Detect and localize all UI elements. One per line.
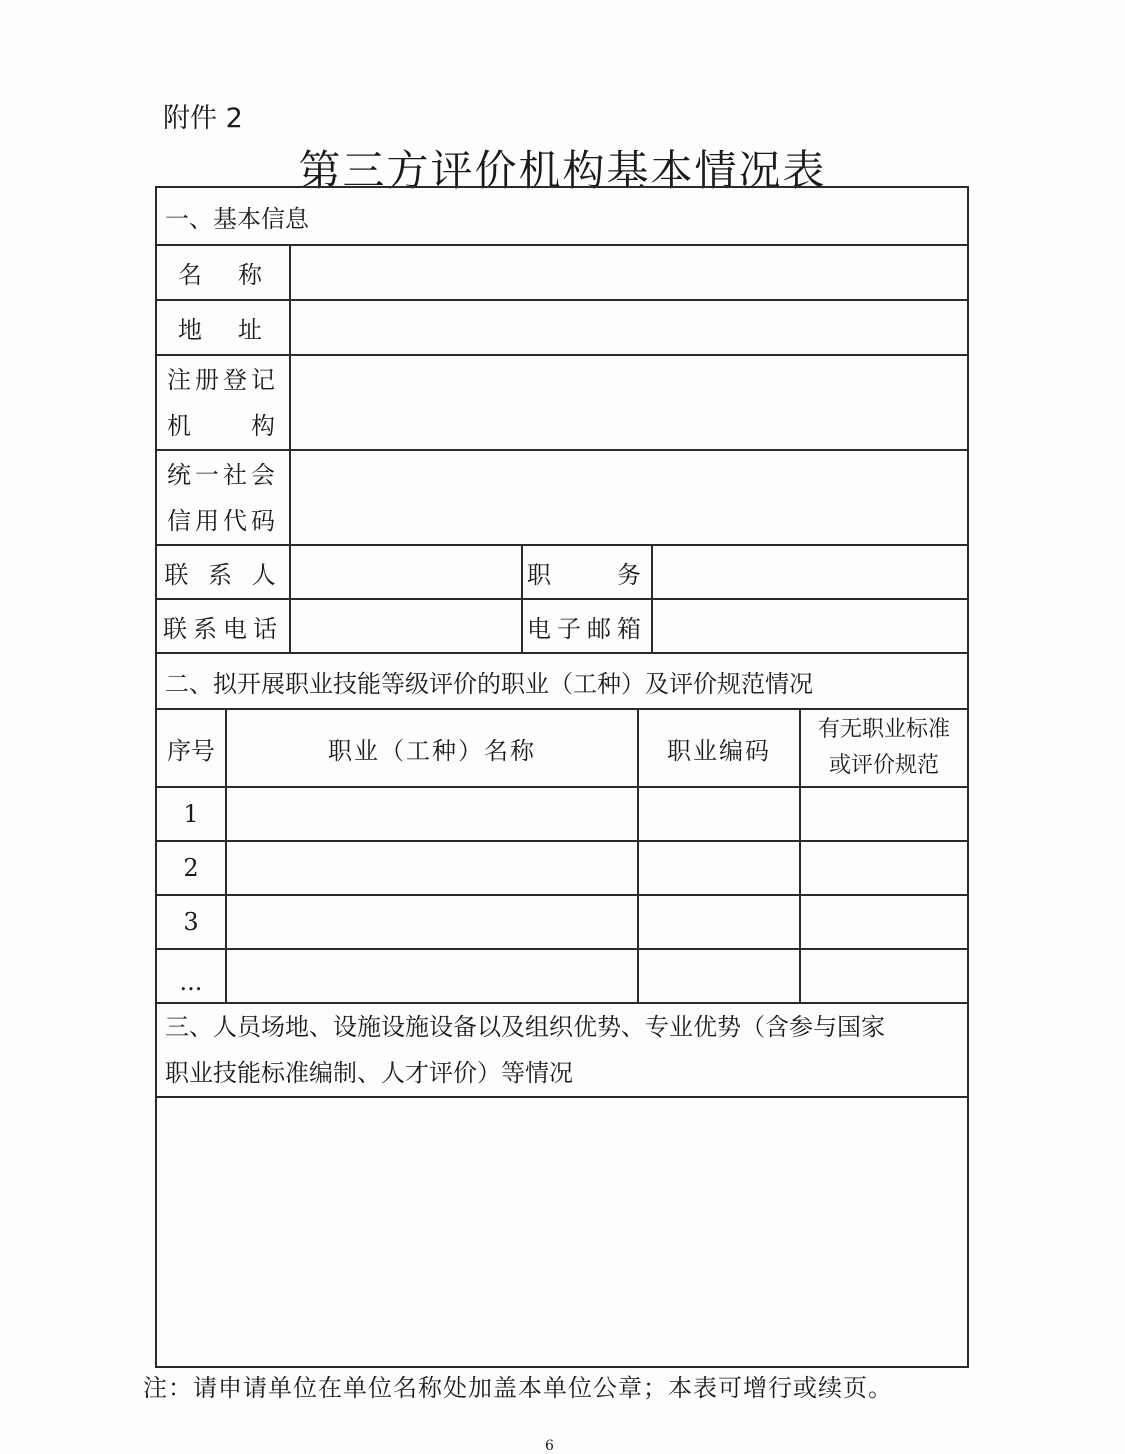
standard-cell[interactable] — [800, 841, 968, 895]
form-title-text: 第三方评价机构基本情况表 — [298, 146, 827, 195]
occupation-cell[interactable] — [226, 787, 638, 841]
occupation-cell[interactable] — [226, 841, 638, 895]
code-cell[interactable] — [638, 841, 800, 895]
occupation-cell[interactable] — [226, 949, 638, 1003]
position-field[interactable] — [652, 545, 968, 599]
address-label: 地 址 — [156, 300, 290, 355]
name-label: 名 称 — [156, 245, 290, 300]
position-label: 职 务 — [522, 545, 652, 599]
attachment-label: 附件 2 — [163, 103, 243, 134]
name-field[interactable] — [290, 245, 968, 300]
contact-field[interactable] — [290, 545, 522, 599]
standard-cell[interactable] — [800, 949, 968, 1003]
page-number: 6 — [545, 1438, 554, 1454]
row-index: 1 — [156, 787, 226, 841]
code-cell[interactable] — [638, 787, 800, 841]
standard-cell[interactable] — [800, 787, 968, 841]
section3-heading-line2: 职业技能标准编制、人才评价）等情况 — [165, 1059, 573, 1087]
section3-content-field[interactable] — [156, 1097, 968, 1367]
phone-label: 联系电话 — [156, 599, 290, 653]
table-row — [156, 841, 968, 895]
table-row — [156, 949, 968, 1003]
section2-heading: 二、拟开展职业技能等级评价的职业（工种）及评价规范情况 — [156, 653, 968, 709]
contact-label: 联 系 人 — [156, 545, 290, 599]
address-field[interactable] — [290, 300, 968, 355]
col-header-occupation: 职业（工种）名称 — [226, 709, 638, 787]
col-header-code: 职业编码 — [638, 709, 800, 787]
col-header-index: 序号 — [156, 709, 226, 787]
section1-heading: 一、基本信息 — [156, 187, 968, 245]
occupation-cell[interactable] — [226, 895, 638, 949]
registry-field[interactable] — [290, 355, 968, 450]
credit-code-label — [156, 450, 290, 545]
col-header-standard-line1: 有无职业标准 — [817, 717, 950, 742]
phone-field[interactable] — [290, 599, 522, 653]
row-index: 2 — [156, 841, 226, 895]
email-label: 电子邮箱 — [522, 599, 652, 653]
registry-label — [156, 355, 290, 450]
credit-label-line1: 统一社会 — [167, 460, 279, 489]
credit-code-field[interactable] — [290, 450, 968, 545]
footnote: 注：请申请单位在单位名称处加盖本单位公章；本表可增行或续页。 — [143, 1374, 893, 1402]
col-header-standard-line2: 或评价规范 — [828, 753, 939, 778]
section3-heading — [156, 1003, 968, 1097]
col-header-standard — [800, 709, 968, 787]
email-field[interactable] — [652, 599, 968, 653]
code-cell[interactable] — [638, 949, 800, 1003]
table-row — [156, 895, 968, 949]
row-index: 3 — [156, 895, 226, 949]
standard-cell[interactable] — [800, 895, 968, 949]
credit-label-line2: 信用代码 — [167, 506, 279, 535]
registry-label-line1: 注册登记 — [167, 365, 279, 394]
section3-heading-line1: 三、人员场地、设施设施设备以及组织优势、专业优势（含参与国家 — [165, 1013, 885, 1041]
table-row — [156, 787, 968, 841]
evaluation-form-table — [155, 186, 969, 1368]
row-index: ... — [156, 949, 226, 1003]
code-cell[interactable] — [638, 895, 800, 949]
registry-label-line2: 机 构 — [167, 411, 279, 440]
